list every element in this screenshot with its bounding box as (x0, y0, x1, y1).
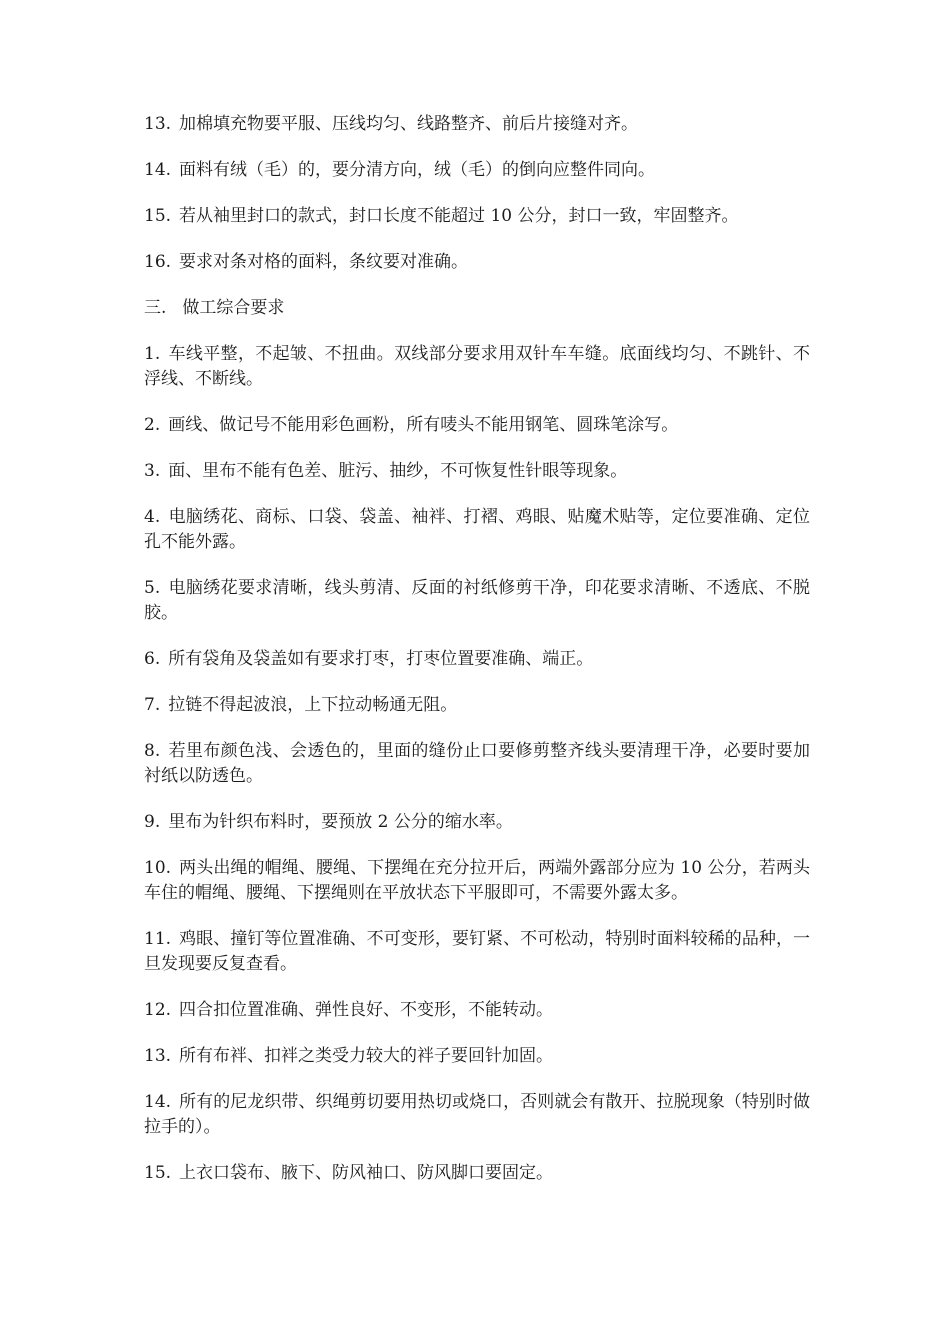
item-number: 6. (144, 649, 161, 669)
document-body (144, 112, 810, 1207)
list-item (144, 647, 810, 672)
item-text: 若从袖里封口的款式，封口长度不能超过 10 公分，封口一致，牢固整齐。 (179, 206, 739, 226)
item-number: 9. (144, 812, 161, 832)
list-item (144, 856, 810, 906)
item-text: 鸡眼、撞钉等位置准确、不可变形，要钉紧、不可松动，特别时面料较稀的品种，一旦发现要反复查看。 (144, 929, 810, 974)
item-number: 7. (144, 695, 161, 715)
section-number: 三. (144, 298, 167, 318)
item-number: 2. (144, 415, 161, 435)
item-text: 里布为针织布料时，要预放 2 公分的缩水率。 (168, 812, 513, 832)
item-text: 加棉填充物要平服、压线均匀、线路整齐、前后片接缝对齐。 (179, 114, 639, 134)
item-text: 拉链不得起波浪，上下拉动畅通无阻。 (168, 695, 458, 715)
item-text: 画线、做记号不能用彩色画粉，所有唛头不能用钢笔、圆珠笔涂写。 (168, 415, 679, 435)
item-number: 13. (144, 1046, 172, 1066)
list-item (144, 250, 810, 275)
item-text: 电脑绣花要求清晰，线头剪清、反面的衬纸修剪干净，印花要求清晰、不透底、不脱胶。 (144, 578, 810, 623)
list-item (144, 1044, 810, 1069)
section-title: 做工综合要求 (182, 298, 285, 318)
item-number: 4. (144, 507, 161, 527)
list-item (144, 739, 810, 789)
item-text: 要求对条对格的面料，条纹要对准确。 (179, 252, 469, 272)
item-number: 8. (144, 741, 161, 761)
list-item (144, 505, 810, 555)
section-heading (144, 296, 810, 321)
list-item (144, 459, 810, 484)
list-item (144, 204, 810, 229)
item-text: 车线平整，不起皱、不扭曲。双线部分要求用双针车车缝。底面线均匀、不跳针、不浮线、不断线。 (144, 344, 810, 389)
item-number: 15. (144, 1163, 172, 1183)
item-number: 11. (144, 929, 172, 949)
item-text: 面料有绒（毛）的，要分清方向，绒（毛）的倒向应整件同向。 (179, 160, 656, 180)
item-number: 10. (144, 858, 172, 878)
item-text: 所有袋角及袋盖如有要求打枣，打枣位置要准确、端正。 (168, 649, 594, 669)
item-text: 所有布袢、扣袢之类受力较大的袢子要回针加固。 (179, 1046, 554, 1066)
item-number: 5. (144, 578, 161, 598)
item-number: 12. (144, 1000, 172, 1020)
item-text: 电脑绣花、商标、口袋、袋盖、袖袢、打褶、鸡眼、贴魔术贴等，定位要准确、定位孔不能外露。 (144, 507, 810, 552)
list-item (144, 693, 810, 718)
item-number: 3. (144, 461, 161, 481)
item-text: 所有的尼龙织带、织绳剪切要用热切或烧口，否则就会有散开、拉脱现象（特别时做拉手的）。 (144, 1092, 810, 1137)
item-number: 1. (144, 344, 161, 364)
list-item (144, 342, 810, 392)
list-item (144, 576, 810, 626)
item-text: 两头出绳的帽绳、腰绳、下摆绳在充分拉开后，两端外露部分应为 10 公分，若两头车住的帽绳、腰绳、下摆绳则在平放状态下平服即可，不需要外露太多。 (144, 858, 810, 903)
list-item (144, 112, 810, 137)
item-number: 15. (144, 206, 172, 226)
item-text: 若里布颜色浅、会透色的，里面的缝份止口要修剪整齐线头要清理干净，必要时要加衬纸以防透色。 (144, 741, 810, 786)
item-number: 16. (144, 252, 172, 272)
list-item (144, 1090, 810, 1140)
item-text: 面、里布不能有色差、脏污、抽纱，不可恢复性针眼等现象。 (168, 461, 628, 481)
list-item (144, 1161, 810, 1186)
list-item (144, 927, 810, 977)
list-item (144, 413, 810, 438)
list-item (144, 998, 810, 1023)
list-item (144, 810, 810, 835)
item-number: 14. (144, 160, 172, 180)
item-number: 14. (144, 1092, 172, 1112)
item-number: 13. (144, 114, 172, 134)
item-text: 四合扣位置准确、弹性良好、不变形，不能转动。 (179, 1000, 554, 1020)
item-text: 上衣口袋布、腋下、防风袖口、防风脚口要固定。 (179, 1163, 554, 1183)
list-item (144, 158, 810, 183)
